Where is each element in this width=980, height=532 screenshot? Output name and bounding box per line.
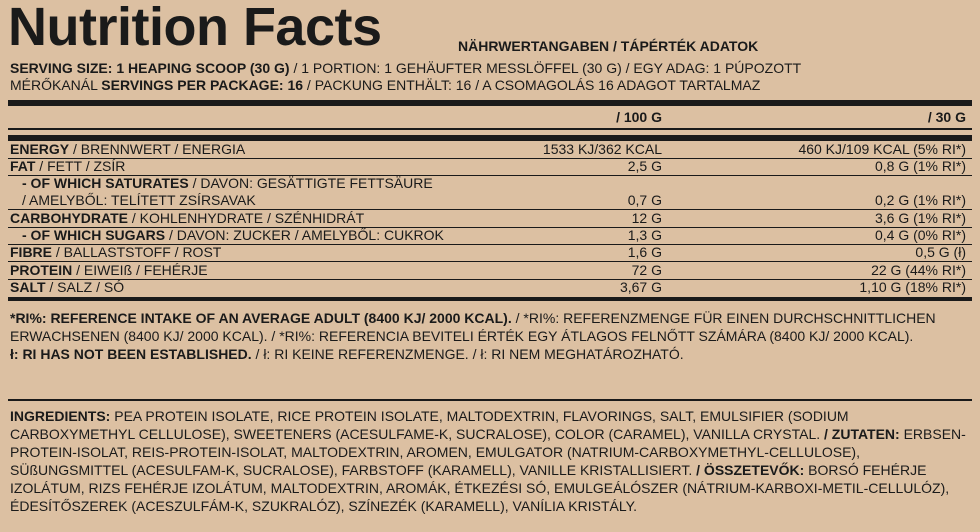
nutrient-translations: / EIWEIß / FEHÉRJE [72, 262, 208, 278]
nutrient-translations: / SALZ / SÓ [45, 279, 125, 295]
nutrient-translations: / FETT / ZSÍR [35, 158, 126, 174]
value-per-serving: 0,2 G (1% RI*) [874, 192, 966, 208]
page-subtitle: NÄHRWERTANGABEN / TÁPÉRTÉK ADATOK [458, 38, 759, 54]
row-divider [8, 158, 972, 159]
nutrient-translations: / KOHLENHYDRATE / SZÉNHIDRÁT [127, 210, 365, 226]
ingredients-text-hu: BORSÓ FEHÉRJE IZOLÁTUM, RIZS FEHÉRJE IZOLÁTUM, MALTODEXTRIN, AROMÁK, ÉTKEZÉSI SÓ, EMULGEÁLÓSZER (NÁTRIUM-KARBOXI-METIL-CELLULÓZ), ÉDESÍTŐSZEREK (ACESZULFÁM-K, SZUKRALÓZ), SZÍNEZÉK (KARAMELL), VANÍLIA KRISTÁLY. [10, 462, 950, 514]
value-per-100g: 2,5 G [627, 158, 662, 174]
nutrient-translations: / DAVON: ZUCKER / AMELYBŐL: CUKROK [165, 227, 444, 243]
value-per-100g: 1,3 G [627, 227, 662, 243]
value-per-serving: 460 KJ/109 KCAL (5% RI*) [798, 141, 966, 157]
value-per-100g: 12 G [631, 210, 662, 226]
nutrient-name: PROTEIN [10, 262, 73, 278]
serving-size-continued: MÉRŐKANÁL [10, 77, 102, 93]
column-header-per-100g: / 100 G [616, 109, 662, 125]
value-per-serving: 22 G (44% RI*) [871, 262, 966, 278]
value-per-100g: 1533 KJ/362 KCAL [542, 141, 662, 157]
not-established-note-label: ł: RI HAS NOT BEEN ESTABLISHED. [10, 346, 252, 362]
nutrient-name: ENERGY [10, 141, 70, 157]
nutrient-name: - OF WHICH SATURATES [22, 175, 189, 191]
divider-thick [8, 297, 972, 301]
value-per-100g: 0,7 G [627, 192, 662, 208]
value-per-100g: 72 G [631, 262, 662, 278]
ingredients-text-de: ERBSEN-PROTEIN-ISOLAT, REIS-PROTEIN-ISOLAT, MALTODEXTRIN, AROMEN, EMULGATOR (NATRIUM-CARBOXYMETHYL-CELLULOSE), SÜßUNGSMITTEL (ACESULFAM-K, SUCRALOSE), FARBSTOFF (KARAMELL), VANILLE KRISTALLISIERT. [10, 426, 966, 478]
column-header-per-serving: / 30 G [927, 109, 966, 125]
value-per-serving: 1,10 G (18% RI*) [859, 279, 966, 295]
divider-thick [8, 100, 972, 106]
serving-info [10, 60, 972, 94]
ingredients-text-en: PEA PROTEIN ISOLATE, RICE PROTEIN ISOLATE, MALTODEXTRIN, FLAVORINGS, SALT, EMULSIFIER (SODIUM CARBOXYMETHYL CELLULOSE), SWEETENERS (ACESULFAME-K, SUCRALOSE), COLOR (CARAMEL), VANILLA CRYSTAL. [10, 408, 849, 442]
nutrient-translations: / AMELYBŐL: TELÍTETT ZSÍRSAVAK [22, 192, 256, 208]
divider-thin [8, 128, 972, 130]
not-established-note-translations: / ł: RI KEINE REFERENZMENGE. / ł: RI NEM MEGHATÁROZHATÓ. [251, 346, 684, 362]
nutrient-name: SALT [10, 279, 46, 295]
nutrient-name: FIBRE [10, 244, 52, 260]
servings-per-package-label: SERVINGS PER PACKAGE: 16 [101, 77, 304, 93]
serving-size-translations: / 1 PORTION: 1 GEHÄUFTER MESSLÖFFEL (30 G) / EGY ADAG: 1 PÚPOZOTT [289, 60, 802, 76]
value-per-serving: 0,5 G (ł) [915, 244, 966, 260]
servings-per-package-translations: / PACKUNG ENTHÄLT: 16 / A CSOMAGOLÁS 16 ADAGOT TARTALMAZ [303, 77, 761, 93]
page-title: Nutrition Facts [8, 0, 382, 57]
ingredients-label-en: INGREDIENTS: [10, 408, 111, 424]
divider-thin [8, 399, 972, 401]
nutrient-name: FAT [10, 158, 36, 174]
value-per-100g: 3,67 G [619, 279, 662, 295]
ri-note-translations: / *RI%: REFERENZMENGE FÜR EINEN DURCHSCHNITTLICHEN ERWACHSENEN (8400 KJ/ 2000 KCAL). / *RI%: REFERENCIA BEVITELI ÉRTÉK EGY ÁTLAGOS FELNŐTT SZÁMÁRA (8400 KJ/ 2000 KCAL). [10, 310, 936, 344]
ingredients-block [10, 407, 970, 515]
value-per-serving: 0,4 G (0% RI*) [874, 227, 966, 243]
reference-intake-notes [10, 309, 970, 363]
nutrient-name: CARBOHYDRATE [10, 210, 128, 226]
nutrient-translations: / DAVON: GESÄTTIGTE FETTSÄURE [188, 175, 433, 191]
value-per-serving: 0,8 G (1% RI*) [874, 158, 966, 174]
nutrient-name: - OF WHICH SUGARS [22, 227, 166, 243]
nutrient-translations: / BRENNWERT / ENERGIA [69, 141, 246, 157]
serving-size-label: SERVING SIZE: 1 HEAPING SCOOP (30 G) [10, 60, 290, 76]
ri-note-label: *RI%: REFERENCE INTAKE OF AN AVERAGE ADULT (8400 KJ/ 2000 KCAL). [10, 310, 512, 326]
nutrient-translations: / BALLASTSTOFF / ROST [52, 244, 222, 260]
value-per-serving: 3,6 G (1% RI*) [874, 210, 966, 226]
ingredients-label-de: / ZUTATEN: [824, 426, 900, 442]
row-divider [8, 279, 972, 280]
ingredients-label-hu: / ÖSSZETEVŐK: [696, 462, 805, 478]
value-per-100g: 1,6 G [627, 244, 662, 260]
